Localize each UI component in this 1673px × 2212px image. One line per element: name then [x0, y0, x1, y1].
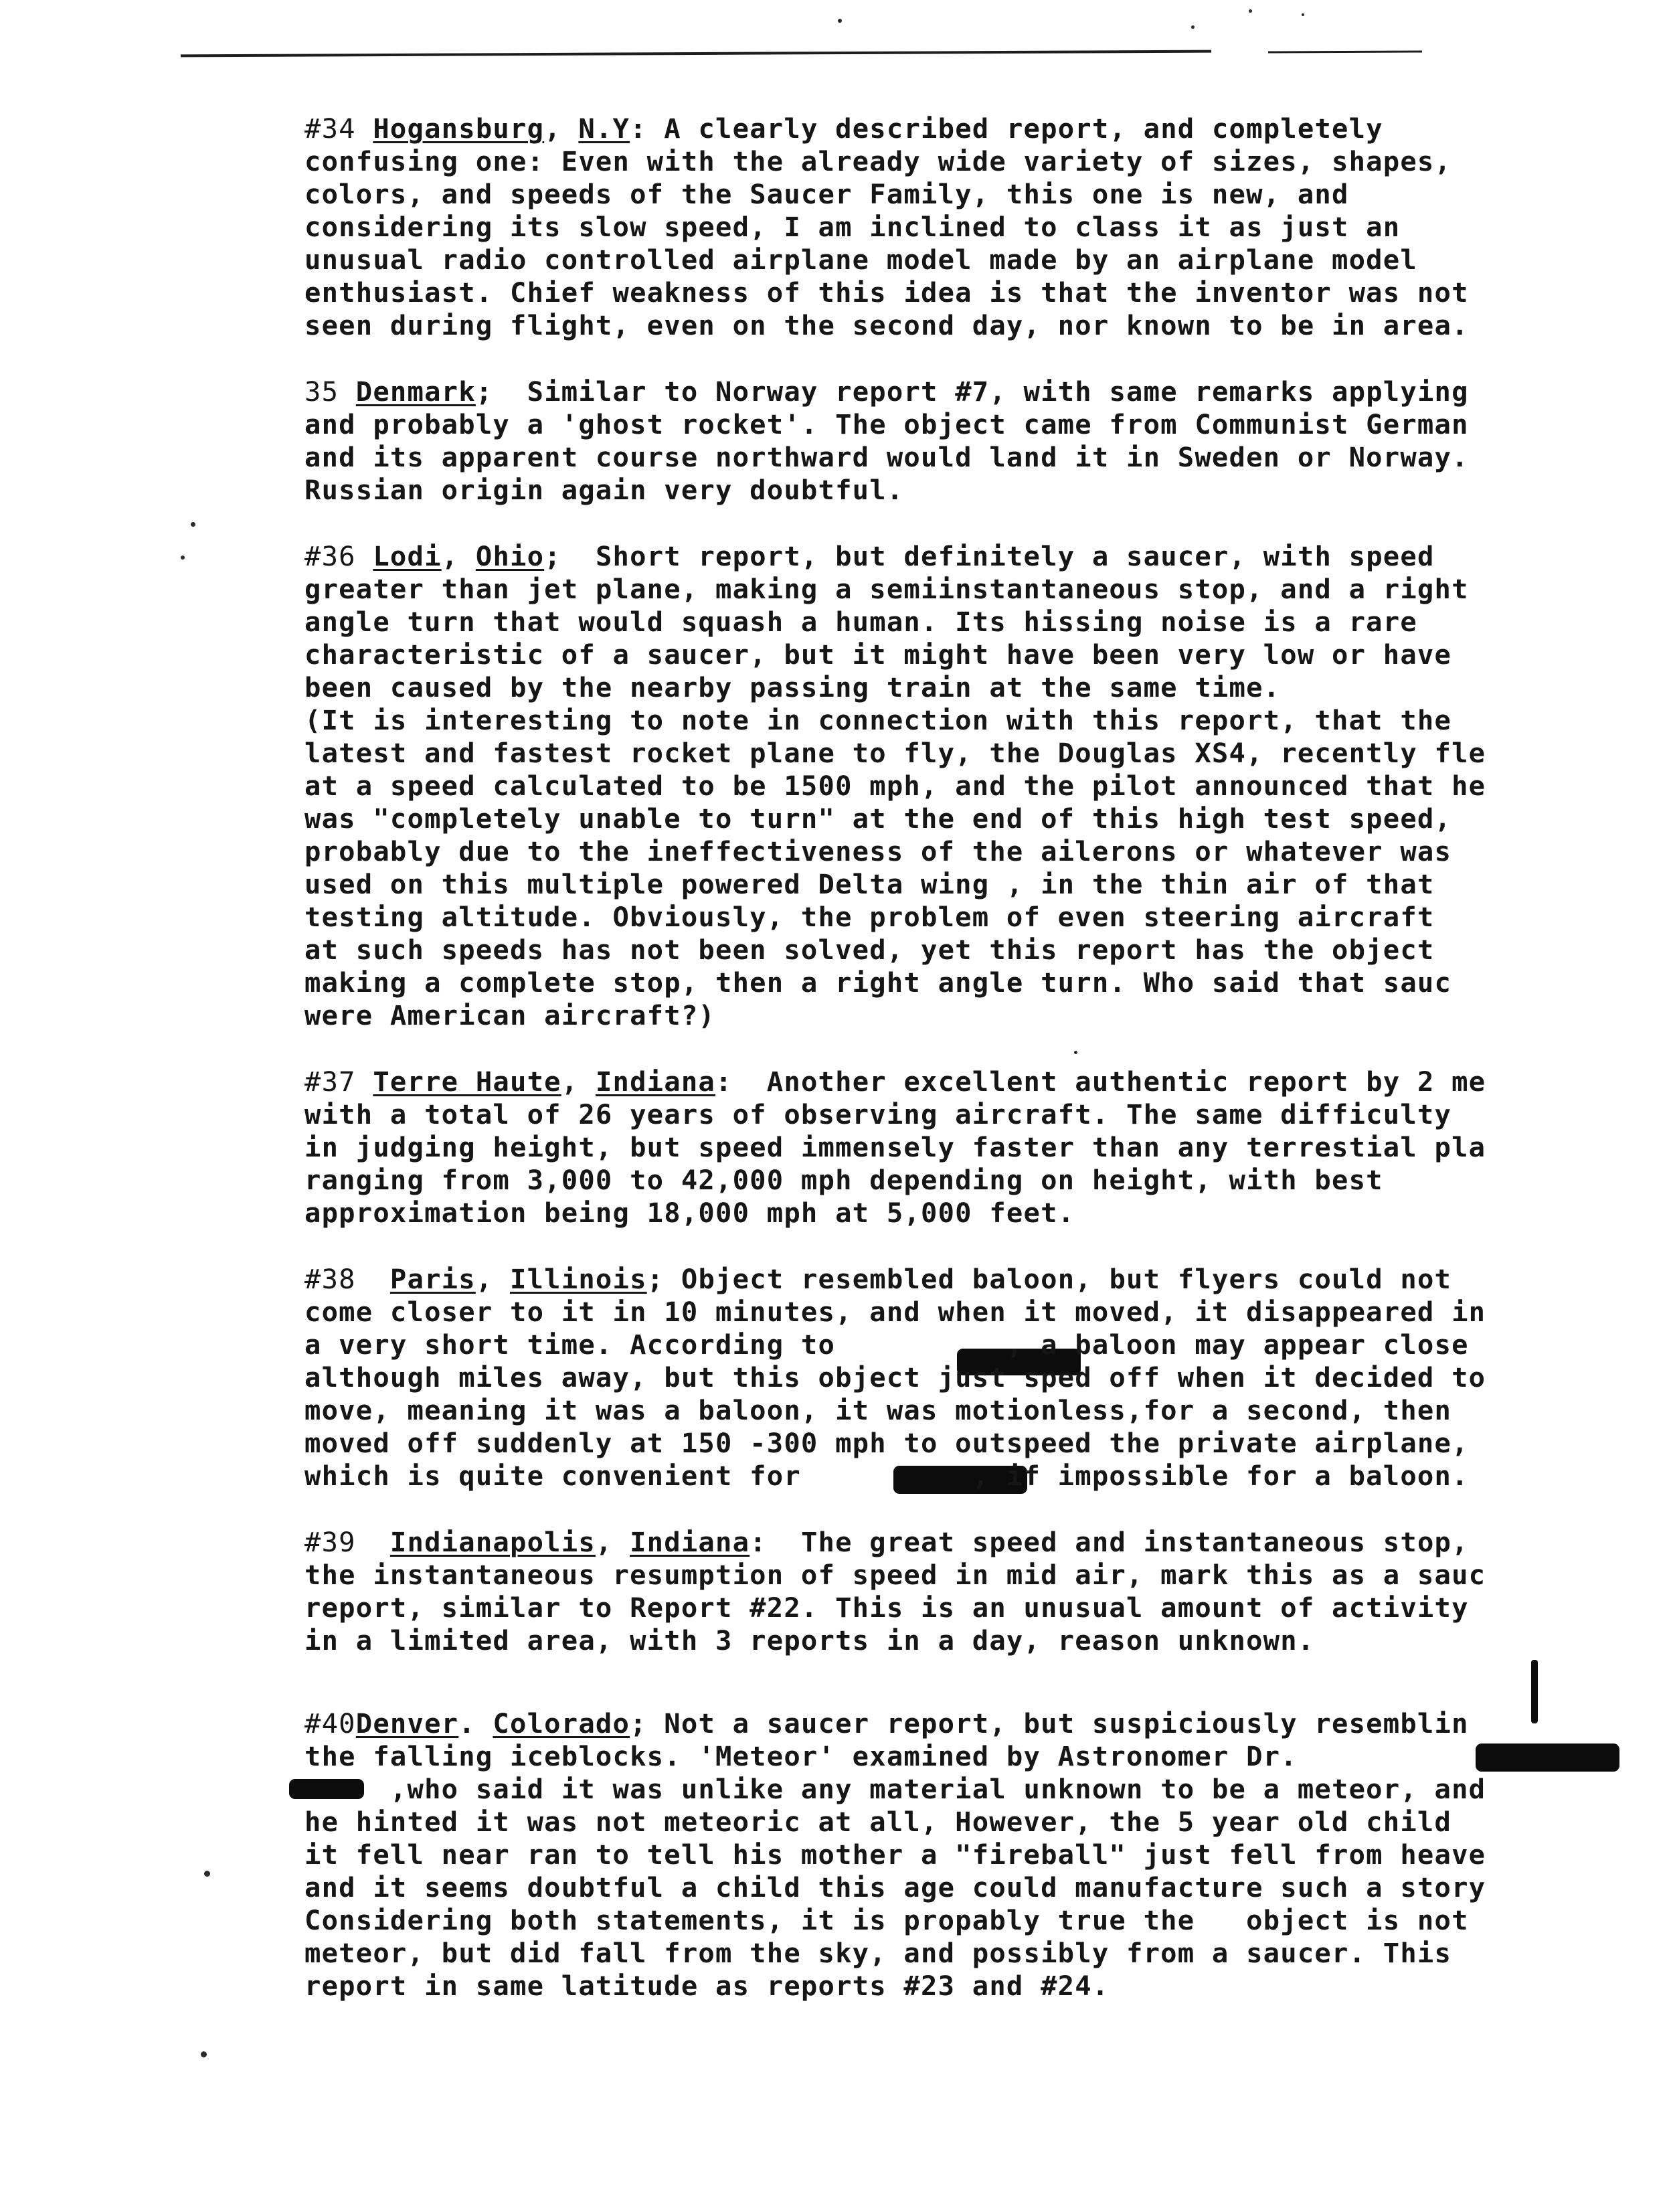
entry-punct: ; — [544, 540, 561, 572]
scan-speck — [1302, 13, 1304, 16]
entry-place: Illinois — [510, 1263, 647, 1295]
entry-place: Colorado — [493, 1707, 630, 1739]
entry-text-line: in a limited area, with 3 reports in a day, reason unknown. — [304, 1624, 1315, 1656]
entry-text-line: been caused by the nearby passing train at the same time. — [304, 671, 1281, 703]
entry-punct: : — [630, 112, 647, 145]
entry-place: Paris — [389, 1263, 476, 1295]
entry-heading-line — [304, 112, 1670, 145]
entry-separator: , — [441, 540, 476, 572]
top-rule — [181, 50, 1211, 58]
entry-text-line: and its apparent course northward would land it in Sweden or Norway. — [304, 441, 1469, 473]
entry-heading-line — [304, 540, 1670, 573]
entry-text-line: move, meaning it was a baloon, it was motionless,for a second, then — [304, 1394, 1452, 1426]
entry-separator: , — [595, 1526, 630, 1558]
entry-separator: , — [561, 1066, 596, 1098]
scan-speck — [1249, 9, 1252, 13]
report-entry — [304, 540, 1670, 1032]
entry-text-line: confusing one: Even with the already wide variety of sizes, shapes, — [304, 145, 1452, 177]
entry-heading-line — [304, 1707, 1670, 1740]
scan-speck — [204, 1871, 210, 1877]
scan-speck — [191, 522, 195, 527]
entry-text-line: (It is interesting to note in connection with this report, that the — [304, 704, 1452, 736]
entry-place: Denmark — [355, 375, 476, 408]
top-rule-fragment — [1268, 50, 1422, 53]
entry-separator: , — [475, 1263, 511, 1295]
entry-punct: ; — [475, 375, 493, 408]
entry-text-line: Russian origin again very doubtful. — [304, 474, 904, 506]
entry-text-line: a very short time. According to , a baloon may appear close — [304, 1329, 1469, 1361]
scan-speck — [838, 19, 842, 23]
entry-text-line: report, similar to Report #22. This is an unusual amount of activity — [304, 1592, 1469, 1624]
entry-text-line: were American aircraft?) — [304, 999, 715, 1031]
entry-text-line: with a total of 26 years of observing aircraft. The same difficulty — [304, 1098, 1452, 1130]
entry-text-line: approximation being 18,000 mph at 5,000 feet. — [304, 1197, 1075, 1229]
entry-text-line: latest and fastest rocket plane to fly, the Douglas XS4, recently fle — [304, 737, 1486, 769]
entry-text-line: which is quite convenient for , if impossible for a baloon. — [304, 1460, 1469, 1492]
entry-text-line: unusual radio controlled airplane model made by an airplane model — [304, 244, 1417, 276]
entry-text-line: Similar to Norway report #7, with same remarks applying — [527, 375, 1469, 408]
entry-separator: , — [544, 112, 579, 145]
entry-text-line: it fell near ran to tell his mother a "fireball" just fell from heave — [304, 1839, 1486, 1871]
entry-text-line: ranging from 3,000 to 42,000 mph depending on height, with best — [304, 1164, 1383, 1196]
document-body — [304, 112, 1670, 2036]
entry-text-line: greater than jet plane, making a semiinstantaneous stop, and a right — [304, 573, 1469, 605]
entry-text-line: the instantaneous resumption of speed in mid air, mark this as a sauc — [304, 1559, 1486, 1591]
entry-text-line: Considering both statements, it is propably true the object is not — [304, 1904, 1469, 1936]
entry-place: Denver — [355, 1707, 459, 1739]
entry-punct: : — [750, 1526, 767, 1558]
entry-text-line: and it seems doubtful a child this age could manufacture such a story — [304, 1871, 1486, 1903]
report-entry — [304, 1263, 1670, 1493]
entry-text-line: The great speed and instantaneous stop, — [800, 1526, 1469, 1558]
entry-text-line: Object resembled baloon, but flyers could not — [681, 1263, 1452, 1295]
entry-text-line: meteor, but did fall from the sky, and possibly from a saucer. This — [304, 1937, 1452, 1969]
entry-text-line: Not a saucer report, but suspiciously resemblin — [664, 1707, 1469, 1739]
entry-punct: : — [715, 1066, 733, 1098]
scan-speck — [201, 2051, 207, 2057]
entry-heading-line — [304, 375, 1670, 408]
entry-separator: . — [458, 1707, 493, 1739]
entry-number: 35 — [304, 375, 339, 408]
entry-heading-line — [304, 1263, 1670, 1296]
entry-text-line: testing altitude. Obviously, the problem of even steering aircraft — [304, 901, 1435, 933]
entry-text-line: A clearly described report, and completely — [664, 112, 1383, 145]
entry-text-line: angle turn that would squash a human. Its hissing noise is a rare — [304, 606, 1417, 638]
entry-text-line: in judging height, but speed immensely faster than any terrestial pla — [304, 1131, 1486, 1163]
entry-text-line: he hinted it was not meteoric at all, However, the 5 year old child — [304, 1806, 1452, 1838]
entry-place: Indianapolis — [389, 1526, 596, 1558]
entry-place: Hogansburg — [373, 112, 545, 145]
report-entry — [304, 375, 1670, 507]
entry-place: Lodi — [373, 540, 442, 572]
entry-text-line: Another excellent authentic report by 2 me — [766, 1066, 1486, 1098]
report-entry — [304, 1066, 1670, 1229]
entry-text-line: the falling iceblocks. 'Meteor' examined by Astronomer Dr. — [304, 1740, 1298, 1772]
entry-number: #34 — [304, 112, 356, 145]
entry-text-line: used on this multiple powered Delta wing , in the thin air of that — [304, 868, 1435, 900]
entry-text-line: seen during flight, even on the second day, nor known to be in area. — [304, 309, 1469, 341]
scan-speck — [181, 556, 185, 560]
report-entry — [304, 1526, 1670, 1657]
entry-text-line: at such speeds has not been solved, yet this report has the object — [304, 934, 1435, 966]
entry-place: Indiana — [630, 1526, 750, 1558]
entry-place: Indiana — [595, 1066, 716, 1098]
entry-text-line: colors, and speeds of the Saucer Family, this one is new, and — [304, 178, 1349, 210]
scan-speck — [1191, 25, 1195, 29]
entry-text-line: characteristic of a saucer, but it might have been very low or have — [304, 639, 1452, 671]
entry-text-line: probably due to the ineffectiveness of the ailerons or whatever was — [304, 835, 1452, 867]
entry-text-line: enthusiast. Chief weakness of this idea is that the inventor was not — [304, 276, 1469, 309]
entry-heading-line — [304, 1526, 1670, 1559]
entry-text-line: Short report, but definitely a saucer, with speed — [595, 540, 1435, 572]
entry-number: #38 — [304, 1263, 356, 1295]
report-entry — [304, 112, 1670, 342]
entry-punct: ; — [630, 1707, 647, 1739]
entry-text-line: at a speed calculated to be 1500 mph, and the pilot announced that he — [304, 770, 1486, 802]
report-entry — [304, 1707, 1670, 2003]
entry-text-line: ,who said it was unlike any material unknown to be a meteor, and — [304, 1773, 1486, 1805]
entry-text-line: making a complete stop, then a right angle turn. Who said that sauc — [304, 966, 1452, 999]
entry-text-line: report in same latitude as reports #23 and #24. — [304, 1970, 1110, 2002]
entry-text-line: although miles away, but this object just sped off when it decided to — [304, 1361, 1486, 1393]
entry-number: #39 — [304, 1526, 356, 1558]
entry-punct: ; — [646, 1263, 665, 1295]
entry-text-line: and probably a 'ghost rocket'. The object came from Communist German — [304, 408, 1469, 440]
entry-heading-line — [304, 1066, 1670, 1098]
entry-number: #36 — [304, 540, 356, 572]
entry-place: N.Y — [578, 112, 630, 145]
entry-text-line: considering its slow speed, I am inclined to class it as just an — [304, 211, 1401, 243]
entry-place: Terre Haute — [373, 1066, 561, 1098]
entry-number: #37 — [304, 1066, 356, 1098]
entry-text-line: was "completely unable to turn" at the end of this high test speed, — [304, 802, 1452, 835]
entry-text-line: moved off suddenly at 150 -300 mph to outspeed the private airplane, — [304, 1427, 1469, 1459]
entry-text-line: come closer to it in 10 minutes, and when it moved, it disappeared in — [304, 1296, 1486, 1328]
entry-place: Ohio — [475, 540, 545, 572]
entry-number: #40 — [304, 1707, 356, 1739]
